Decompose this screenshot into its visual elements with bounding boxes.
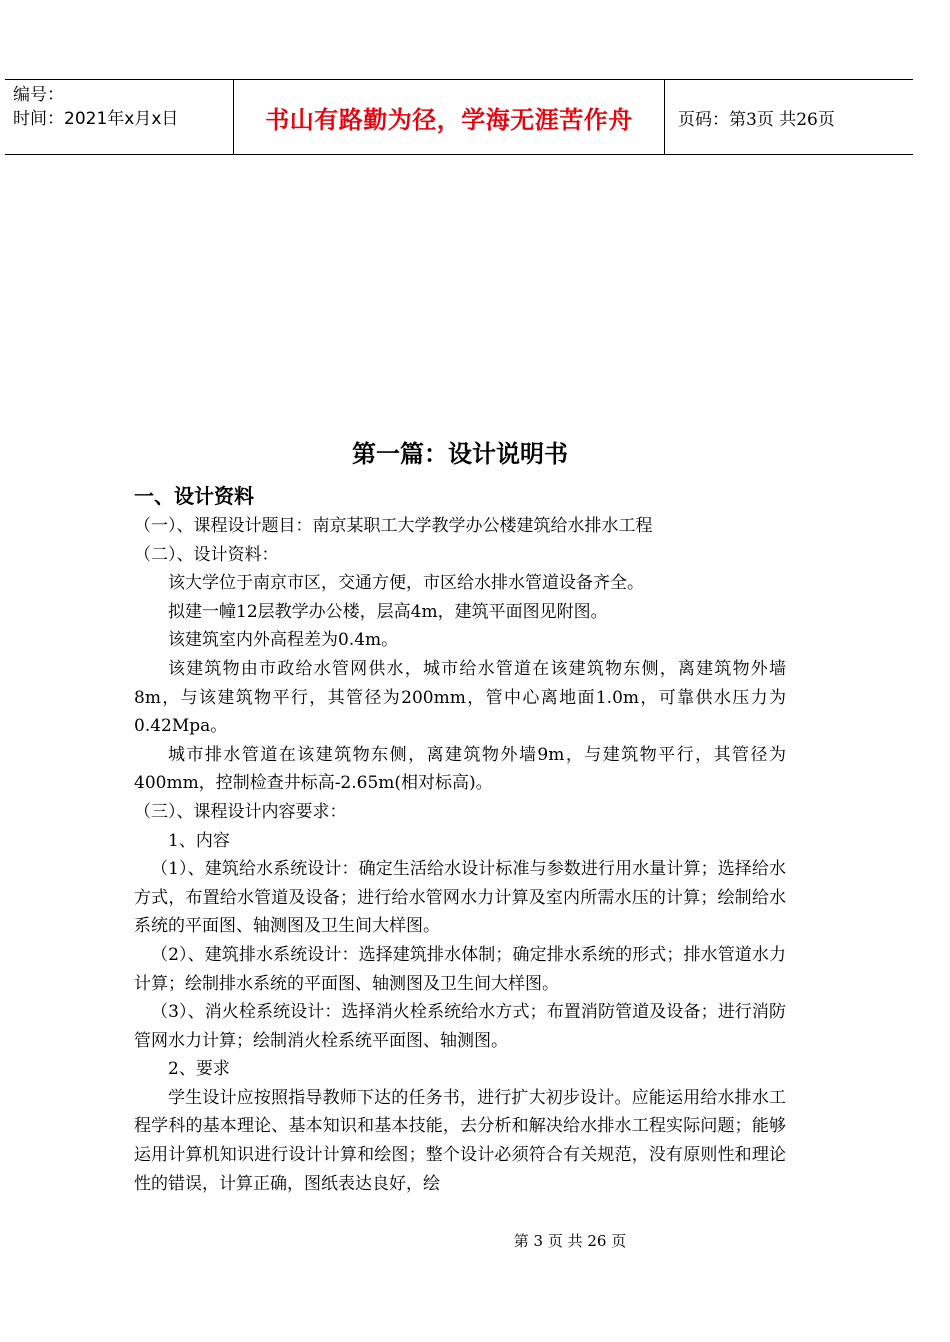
- header-motto: 书山有路勤为径，学海无涯苦作舟: [234, 80, 665, 154]
- paragraph: 该大学位于南京市区，交通方便，市区给水排水管道设备齐全。: [168, 573, 644, 594]
- paragraph: （2）、建筑排水系统设计：选择建筑排水体制；确定排水系统的形式；排水管道水力计算；绘制排水系统的平面图、轴测图及卫生间大样图。: [134, 944, 786, 994]
- paragraph: （3）、消火栓系统设计：选择消火栓系统给水方式；布置消防管道及设备；进行消防管网水力计算；绘制消火栓系统平面图、轴测图。: [134, 1002, 786, 1051]
- paragraph: 该建筑物由市政给水管网供水，城市给水管道在该建筑物东侧，离建筑物外墙8m，与该建筑物平行，其管径为200mm，管中心离地面1.0m，可靠供水压力为0.42Mpa。: [134, 658, 786, 737]
- paragraph: （1）、建筑给水系统设计：确定生活给水设计标准与参数进行用水量计算；选择给水方式，布置给水管道及设备；进行给水管网水力计算及室内所需水压的计算；绘制给水系统的平面图、轴测图及卫生间大样图。: [134, 859, 786, 937]
- document-body: [134, 480, 786, 1198]
- header-page-info: 页码：第3页 共26页: [678, 109, 835, 130]
- document-time: 时间：2021年x月x日: [13, 109, 179, 129]
- page-footer: 第 3 页 共 26 页: [513, 1232, 627, 1250]
- header-meta: [5, 80, 234, 154]
- paragraph: 拟建一幢12层教学办公楼，层高4m，建筑平面图见附图。: [168, 601, 608, 622]
- paragraph: （一）、课程设计题目：南京某职工大学教学办公楼建筑给水排水工程: [134, 516, 653, 536]
- paragraph: （三）、课程设计内容要求：: [134, 801, 347, 822]
- document-title: 第一篇：设计说明书: [352, 440, 568, 468]
- paragraph: 2、要求: [168, 1059, 230, 1080]
- paragraph: 学生设计应按照指导教师下达的任务书，进行扩大初步设计。应能运用给水排水工程学科的基本理论、基本知识和基本技能，去分析和解决给水排水工程实际问题；能够运用计算机知识进行设计计算和绘图；整个设计必须符合有关规范，没有原则性和理论性的错误，计算正确，图纸表达良好，绘: [134, 1087, 786, 1194]
- paragraph: （二）、设计资料：: [134, 544, 279, 565]
- page-header: [5, 79, 913, 155]
- paragraph: 1、内容: [168, 830, 230, 851]
- document-number-label: 编号：: [13, 85, 64, 105]
- paragraph: 该建筑室内外高程差为0.4m。: [168, 630, 399, 651]
- paragraph: 城市排水管道在该建筑物东侧，离建筑物外墙9m，与建筑物平行，其管径为400mm，控制检查井标高-2.65m(相对标高)。: [134, 744, 786, 794]
- section-heading: 一、设计资料: [134, 484, 254, 508]
